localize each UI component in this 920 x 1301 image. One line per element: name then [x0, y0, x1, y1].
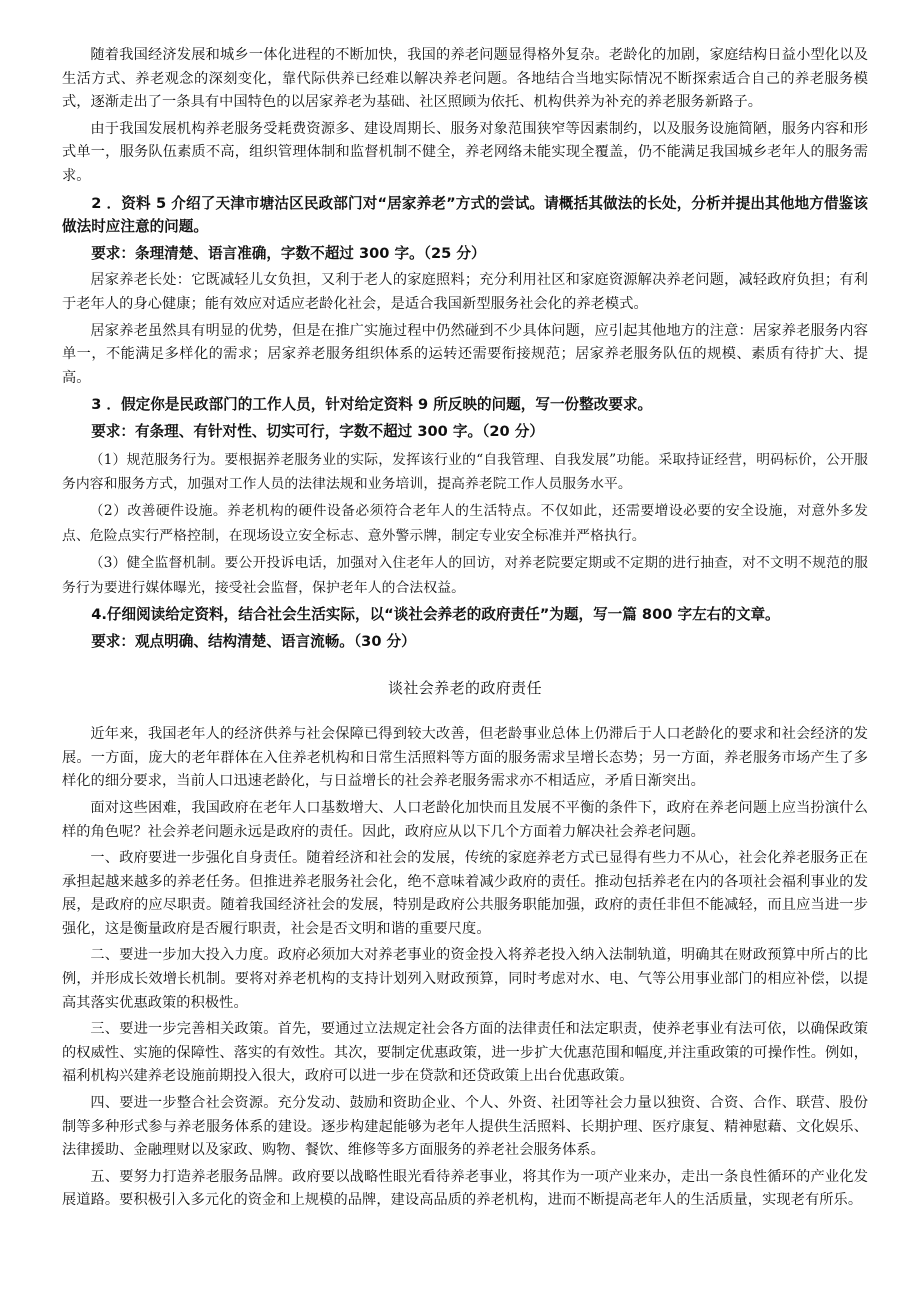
essay-paragraph-6: 四、要进一步整合社会资源。充分发动、鼓励和资助企业、个人、外资、社团等社会力量以独资、合资、合作、联营、股份制等多种形式参与养老服务体系的建设。逐步构建起能够为老年人提供生活照料、长期护理、医疗康复、精神慰藉、文化娱乐、法律援助、金融理财以及家政、购物、餐饮、维修等多方面服务的养老社会服务体系。	[62, 1095, 868, 1159]
question-2-requirement: 要求：条理清楚、语言准确，字数不超过 300 字。（25 分）	[91, 244, 486, 262]
essay-title: 谈社会养老的政府责任	[387, 679, 542, 698]
question-3-requirement: 要求：有条理、有针对性、切实可行，字数不超过 300 字。（20 分）	[91, 422, 544, 440]
document-page	[62, 44, 868, 1216]
intro-paragraph-1: 随着我国经济发展和城乡一体化进程的不断加快，我国的养老问题显得格外复杂。老龄化的加剧，家庭结构日益小型化以及生活方式、养老观念的深刻变化，靠代际供养已经难以解决养老问题。各地结合当地实际情况不断探索适合自己的养老服务模式，逐渐走出了一条具有中国特色的以居家养老为基础、社区照顾为依托、机构供养为补充的养老服务新路子。	[62, 47, 868, 111]
intro-paragraph-2: 由于我国发展机构养老服务受耗费资源多、建设周期长、服务对象范围狭窄等因素制约，以及服务设施简陋，服务内容和形式单一，服务队伍素质不高，组织管理体制和监督机制不健全，养老网络未能实现全覆盖，仍不能满足我国城乡老年人的服务需求。	[62, 120, 868, 184]
essay-paragraph-3: 一、政府要进一步强化自身责任。随着经济和社会的发展，传统的家庭养老方式已显得有些力不从心，社会化养老服务正在承担起越来越多的养老任务。但推进养老服务社会化，绝不意味着减少政府的责任。推动包括养老在内的各项社会福利事业的发展，是政府的应尽职责。随着我国经济社会的发展，特别是政府公共服务职能加强，政府的责任非但不能减轻，而且应当进一步强化，这是衡量政府是否履行职责，社会是否文明和谐的重要尺度。	[62, 850, 868, 937]
essay-paragraph-7: 五、要努力打造养老服务品牌。政府要以战略性眼光看待养老事业，将其作为一项产业来办，走出一条良性循环的产业化发展道路。要积极引入多元化的资金和上规模的品牌，建设高品质的养老机构，进而不断提高老年人的生活质量，实现老有所乐。	[62, 1168, 868, 1209]
answer-2-paragraph-1: 居家养老长处：它既减轻儿女负担，又利于老人的家庭照料；充分利用社区和家庭资源解决养老问题，减轻政府负担；有利于老年人的身心健康；能有效应对适应老龄化社会，是适合我国新型服务社会化的养老模式。	[62, 272, 868, 312]
essay-paragraph-2: 面对这些困难，我国政府在老年人口基数增大、人口老龄化加快而且发展不平衡的条件下，政府在养老问题上应当扮演什么样的角色呢？社会养老问题永远是政府的责任。因此，政府应从以下几个方面着力解决社会养老问题。	[62, 799, 868, 840]
answer-3-item-1: （1）规范服务行为。要根据养老服务业的实际，发挥该行业的“自我管理、自我发展”功能。采取持证经营，明码标价，公开服务内容和服务方式，加强对工作人员的法律法规和业务培训，提高养老院工作人员服务水平。	[62, 451, 868, 492]
question-4-requirement: 要求：观点明确、结构清楚、语言流畅。（30 分）	[91, 632, 416, 650]
answer-3-item-3: （3）健全监督机制。要公开投诉电话，加强对入住老年人的回访，对养老院要定期或不定期的进行抽查，对不文明不规范的服务行为要进行媒体曝光，接受社会监督，保护老年人的合法权益。	[62, 555, 868, 596]
answer-2-paragraph-2: 居家养老虽然具有明显的优势，但是在推广实施过程中仍然碰到不少具体问题，应引起其他地方的注意：居家养老服务内容单一，不能满足多样化的需求；居家养老服务组织体系的运转还需要衔接规范；居家养老服务队伍的规模、素质有待扩大、提高。	[62, 322, 868, 386]
essay-paragraph-4: 二、要进一步加大投入力度。政府必须加大对养老事业的资金投入将养老投入纳入法制轨道，明确其在财政预算中所占的比例，并形成长效增长机制。要将对养老机构的支持计划列入财政预算，同时考虑对水、电、气等公用事业部门的相应补偿，以提高其落实优惠政策的积极性。	[62, 947, 868, 1011]
answer-3-item-2: （2）改善硬件设施。养老机构的硬件设备必须符合老年人的生活特点。不仅如此，还需要增设必要的安全设施，对意外多发点、危险点实行严格控制，在现场设立安全标志、意外警示牌，制定专业安全标准并严格执行。	[62, 503, 868, 544]
question-2: 2 ．资料 5 介绍了天津市塘沽区民政部门对“居家养老”方式的尝试。请概括其做法的长处，分析并提出其他地方借鉴该做法时应注意的问题。	[62, 194, 868, 236]
essay-paragraph-1: 近年来，我国老年人的经济供养与社会保障已得到较大改善，但老龄事业总体上仍滞后于人口老龄化的要求和社会经济的发展。一方面，庞大的老年群体在入住养老机构和日常生活照料等方面的服务需求呈增长态势；另一方面，养老服务市场产生了多样化的细分要求，当前人口迅速老龄化，与日益增长的社会养老服务需求亦不相适应，矛盾日渐突出。	[62, 726, 868, 790]
essay-paragraph-5: 三、要进一步完善相关政策。首先，要通过立法规定社会各方面的法律责任和法定职责，使养老事业有法可依，以确保政策的权威性、实施的保障性、落实的有效性。其次，要制定优惠政策，进一步扩大优惠范围和幅度,并注重政策的可操作性。例如，福利机构兴建养老设施前期投入很大，政府可以进一步在贷款和还贷政策上出台优惠政策。	[62, 1021, 868, 1085]
question-4: 4.仔细阅读给定资料，结合社会生活实际，以“谈社会养老的政府责任”为题，写一篇 800 字左右的文章。	[91, 605, 780, 623]
question-3: 3 ．假定你是民政部门的工作人员，针对给定资料 9 所反映的问题，写一份整改要求。	[91, 396, 653, 414]
